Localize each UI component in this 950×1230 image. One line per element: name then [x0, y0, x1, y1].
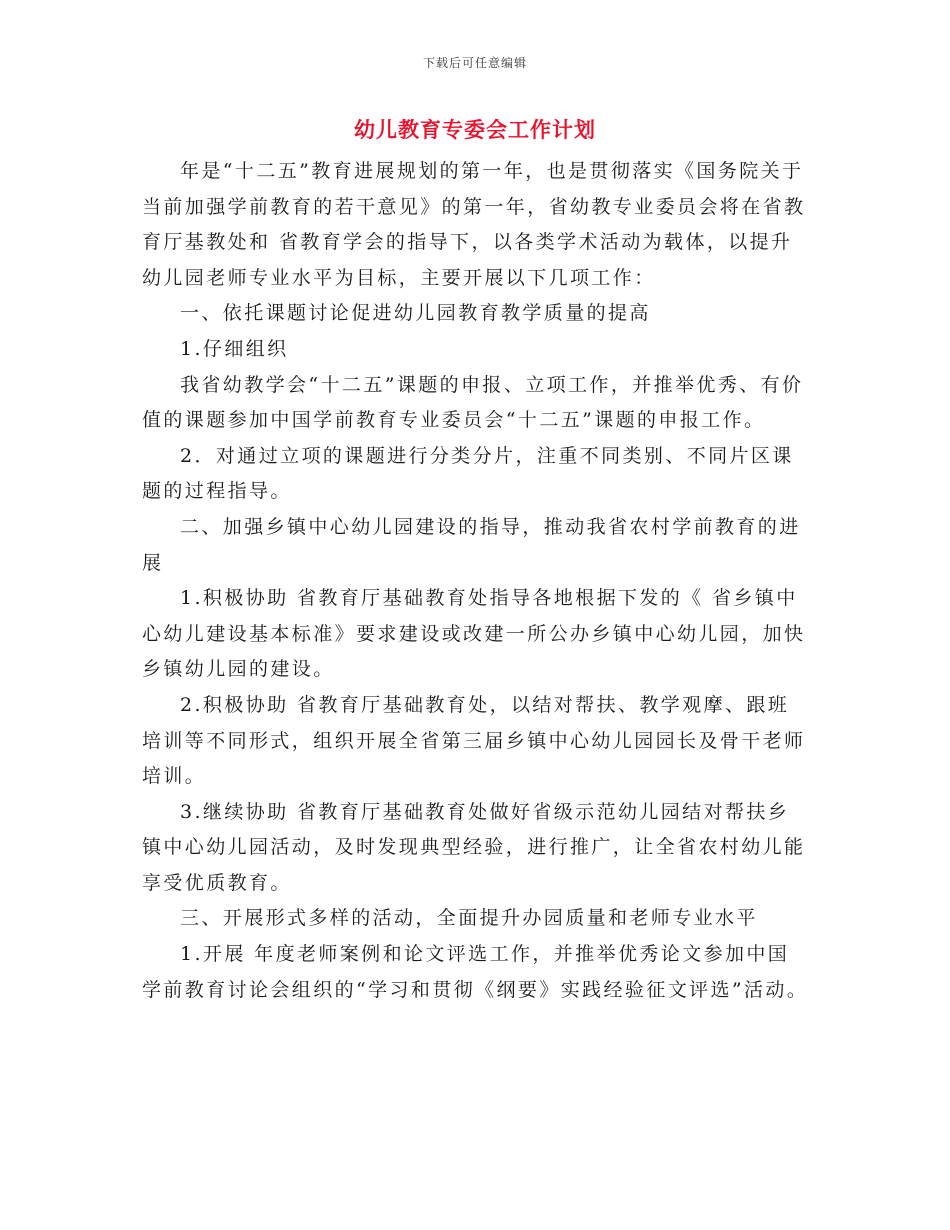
document-title: 幼儿教育专委会工作计划	[354, 118, 596, 142]
paragraph-2-3: 3.继续协助 省教育厅基础教育处做好省级示范幼儿园结对帮扶乡镇中心幼儿园活动，及时发现典型经验，进行推广，让全省农村幼儿能享受优质教育。	[142, 800, 806, 894]
paragraph-1-1: 我省幼教学会“十二五”课题的申报、立项工作，并推举优秀、有价值的课题参加中国学前教育专业委员会“十二五”课题的申报工作。	[142, 373, 804, 432]
paragraph-intro: 年是“十二五”教育进展规划的第一年，也是贯彻落实《国务院关于当前加强学前教育的若干意见》的第一年，省幼教专业委员会将在省教育厅基教处和 省教育学会的指导下，以各类学术活动为载体，以提升幼儿园老师专业水平为目标，主要开展以下几项工作：	[142, 160, 806, 289]
paragraph-2-1: 1.积极协助 省教育厅基础教育处指导各地根据下发的《 省乡镇中心幼儿建设基本标准》要求建设或改建一所公办乡镇中心幼儿园，加快乡镇幼儿园的建设。	[142, 587, 806, 681]
section-heading-3: 三、开展形式多样的活动，全面提升办园质量和老师专业水平	[180, 907, 758, 930]
paragraph-1-2: 2．对通过立项的课题进行分类分片，注重不同类别、不同片区课题的过程指导。	[142, 444, 794, 503]
section-heading-1: 一、依托课题讨论促进幼儿园教育教学质量的提高	[180, 302, 651, 325]
item-heading-1-1: 1.仔细组织	[180, 337, 289, 360]
paragraph-2-2: 2.积极协助 省教育厅基础教育处，以结对帮扶、教学观摩、跟班培训等不同形式，组织开展全省第三届乡镇中心幼儿园园长及骨干老师培训。	[142, 693, 806, 788]
header-note: 下载后可任意编辑	[422, 56, 527, 70]
document-body	[142, 154, 810, 1008]
paragraph-3-1: 1.开展 年度老师案例和论文评选工作，并推举优秀论文参加中国学前教育讨论会组织的“学习和贯彻《纲要》实践经验征文评选”活动。	[142, 943, 809, 1001]
section-heading-2: 二、加强乡镇中心幼儿园建设的指导，推动我省农村学前教育的进展	[142, 515, 801, 574]
